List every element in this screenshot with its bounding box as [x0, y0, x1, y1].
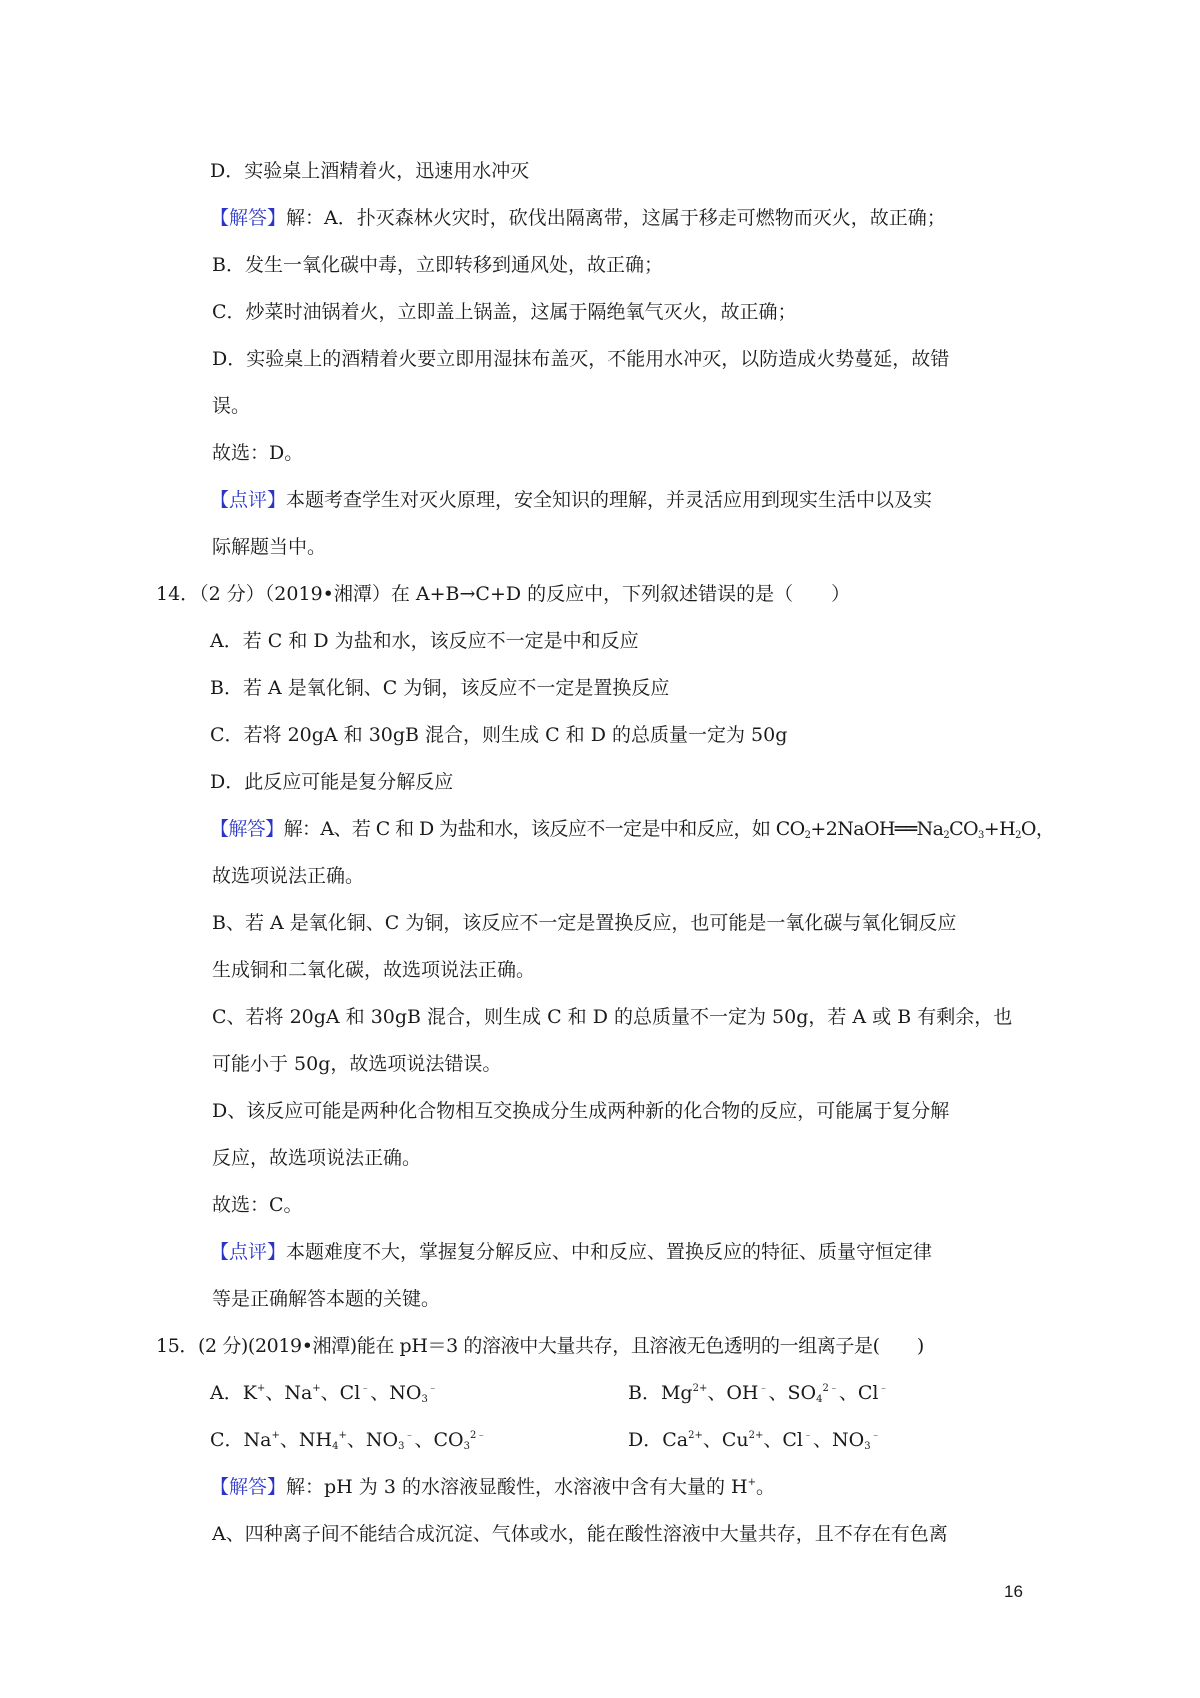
- comment-tag: 【点评】: [210, 489, 287, 511]
- q14-stem: 14．（2 分）（2019•湘潭）在 A+B→C+D 的反应中，下列叙述错误的是（ ）: [156, 583, 851, 605]
- q13-answer-line-2: B．发生一氧化碳中毒，立即转移到通风处，故正确；: [212, 254, 663, 276]
- q14-option-b: B．若 A 是氧化铜、C 为铜，该反应不一定是置换反应: [210, 677, 670, 699]
- page-number: 16: [1004, 1582, 1023, 1601]
- q14-option-c: C．若将 20gA 和 30gB 混合，则生成 C 和 D 的总质量一定为 50g: [210, 724, 788, 746]
- q14-choice: 故选：C。: [212, 1194, 303, 1216]
- comment-tag: 【点评】: [210, 1241, 287, 1263]
- q14-answer-b-line-1: B、若 A 是氧化铜、C 为铜，该反应不一定是置换反应，也可能是一氧化碳与氧化铜反应: [212, 912, 957, 934]
- q14-answer-b-line-2: 生成铜和二氧化碳，故选项说法正确。: [212, 959, 536, 981]
- q13-answer-line-5: 误。: [212, 395, 251, 417]
- q13-comment-line-2: 际解题当中。: [212, 536, 327, 558]
- q14-option-a: A．若 C 和 D 为盐和水，该反应不一定是中和反应: [210, 630, 639, 652]
- q13-answer-line-1: 【解答】解：A．扑灭森林火灾时，砍伐出隔离带，这属于移走可燃物而灭火，故正确；: [210, 207, 946, 229]
- q14-answer-c-line-2: 可能小于 50g，故选项说法错误。: [212, 1053, 502, 1075]
- q14-answer-line-2: 故选项说法正确。: [212, 865, 365, 887]
- q15-answer-line-1: 【解答】解：pH 为 3 的水溶液显酸性，水溶液中含有大量的 H+。: [210, 1476, 775, 1498]
- q14-answer-d-line-2: 反应，故选项说法正确。: [212, 1147, 422, 1169]
- q14-comment-line-2: 等是正确解答本题的关键。: [212, 1288, 441, 1310]
- q15-option-b: B．$Mg^{2+}$、OH﹣、$SO_4^{2﹣}$、Cl﹣: [628, 1382, 889, 1405]
- q13-answer-line-3: C．炒菜时油锅着火，立即盖上锅盖，这属于隔绝氧气灭火，故正确；: [212, 301, 797, 323]
- answer-tag: 【解答】: [210, 207, 287, 229]
- q15-option-d: D．$Ca^{2+}$、$Cu^{2+}$、Cl﹣、$NO_3^﹣$: [628, 1429, 881, 1452]
- q14-comment-line-1: 【点评】本题难度不大，掌握复分解反应、中和反应、置换反应的特征、质量守恒定律: [210, 1241, 933, 1263]
- q14-answer-d-line-1: D、该反应可能是两种化合物相互交换成分生成两种新的化合物的反应，可能属于复分解: [212, 1100, 950, 1122]
- q15-option-a: A．K+、Na+、Cl﹣、$NO_3^﹣$: [210, 1382, 438, 1405]
- answer-tag: 【解答】: [210, 1476, 287, 1498]
- q14-answer-line-1: 【解答】解：A、若 C 和 D 为盐和水，该反应不一定是中和反应，如 $CO_2+2NaOH══Na_2CO_3+H_2O$，: [210, 818, 1055, 841]
- q15-stem: 15．(2 分)(2019•湘潭)能在 pH＝3 的溶液中大量共存，且溶液无色透明的一组离子是( ): [156, 1335, 924, 1357]
- q13-comment-line-1: 【点评】本题考查学生对灭火原理，安全知识的理解，并灵活应用到现实生活中以及实: [210, 489, 933, 511]
- q14-option-d: D．此反应可能是复分解反应: [210, 771, 454, 793]
- answer-tag: 【解答】: [210, 818, 284, 840]
- q15-answer-line-2: A、四种离子间不能结合成沉淀、气体或水，能在酸性溶液中大量共存，且不存在有色离: [212, 1523, 948, 1545]
- q15-option-c: C．Na+、$NH_4^+$、$NO_3^﹣$、$CO_3^{2﹣}$: [210, 1429, 487, 1452]
- q13-answer-line-4: D．实验桌上的酒精着火要立即用湿抹布盖灭，不能用水冲灭，以防造成火势蔓延，故错: [212, 348, 950, 370]
- q14-answer-c-line-1: C、若将 20gA 和 30gB 混合，则生成 C 和 D 的总质量不一定为 50g，若 A 或 B 有剩余，也: [212, 1006, 1013, 1028]
- q13-option-d: D．实验桌上酒精着火，迅速用水冲灭: [210, 160, 530, 182]
- q13-choice: 故选：D。: [212, 442, 304, 464]
